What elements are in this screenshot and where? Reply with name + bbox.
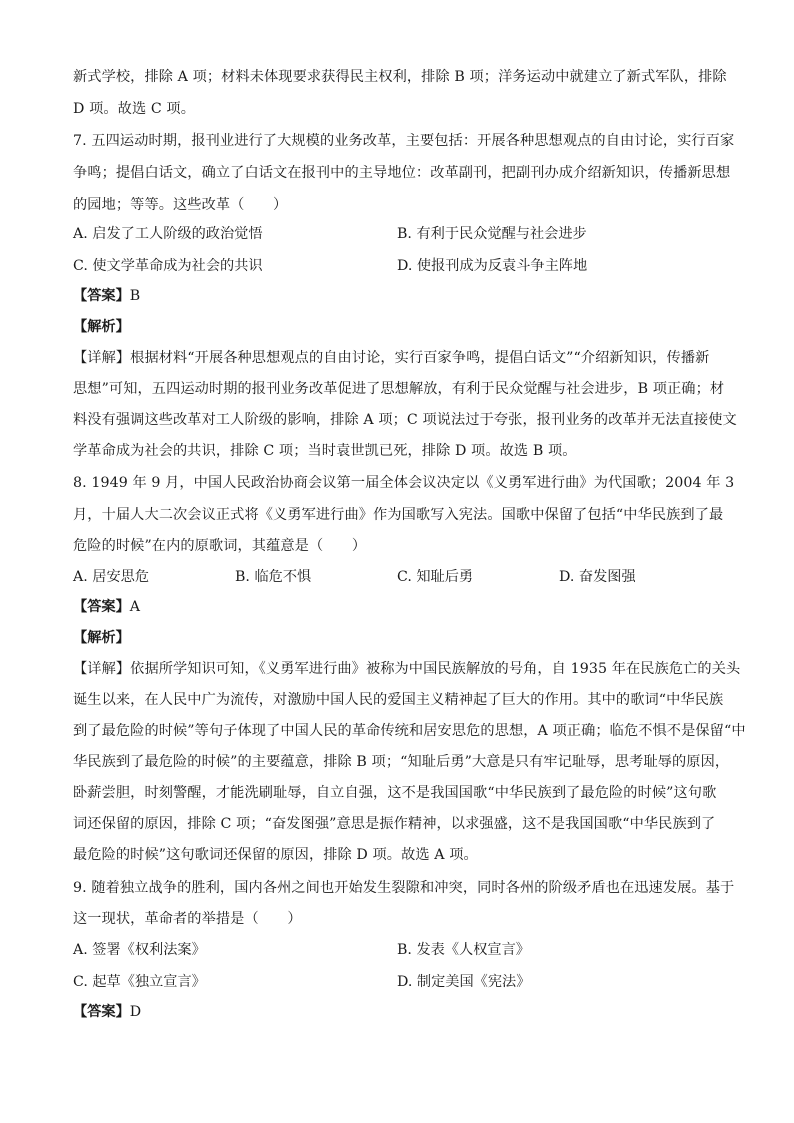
q7-detail-line-3: 料没有强调这些改革对工人阶级的影响，排除 A 项；C 项说法过于夸张，报刊业务的改革并无法直接使文 [73, 412, 737, 428]
q8-stem-line-2: 月，十届人大二次会议正式将《义勇军进行曲》作为国歌写入宪法。国歌中保留了包括“中华民族到了最 [73, 507, 724, 523]
q7-stem-line-1: 7. 五四运动时期，报刊业进行了大规模的业务改革，主要包括：开展各种思想观点的自由讨论，实行百家 [73, 133, 735, 149]
q9-answer-label: 【答案】 [73, 1004, 130, 1020]
q9-answer-value: D [129, 1004, 142, 1020]
q9-option-d: D. 制定美国《宪法》 [397, 974, 531, 990]
q8-answer-label: 【答案】 [73, 599, 130, 615]
q8-detail-line-7: 最危险的时候”这句歌词还保留的原因，排除 D 项。故选 A 项。 [73, 847, 478, 863]
q8-answer [73, 597, 140, 617]
q7-detail-line-1: 【详解】根据材料“开展各种思想观点的自由讨论，实行百家争鸣，提倡白话文”“介绍新知识，传播新 [73, 350, 710, 366]
q7-stem-line-2: 争鸣；提倡白话文，确立了白话文在报刊中的主导地位：改革副刊，把副刊办成介绍新知识，传播新思想 [73, 165, 731, 181]
q9-answer [73, 1002, 141, 1022]
intro-line-1: 新式学校，排除 A 项；材料未体现要求获得民主权利，排除 B 项；洋务运动中就建立了新式军队，排除 [73, 69, 727, 85]
q8-detail-line-6: 词还保留的原因，排除 C 项；“奋发图强”意思是振作精神，以求强盛，这不是我国国歌“中华民族到了 [73, 816, 716, 832]
q8-detail-line-2: 诞生以来，在人民中广为流传，对激励中国人民的爱国主义精神起了巨大的作用。其中的歌词“中华民族 [73, 692, 724, 708]
q9-stem-line-1: 9. 随着独立战争的胜利，国内各州之间也开始发生裂隙和冲突，同时各州的阶级矛盾也在迅速发展。基于 [73, 880, 735, 896]
q7-answer-value: B [129, 288, 141, 304]
q7-detail-line-4: 学革命成为社会的共识，排除 C 项；当时袁世凯已死，排除 D 项。故选 B 项。 [73, 443, 577, 459]
q7-stem-line-3: 的园地；等等。这些改革（ ） [73, 197, 288, 213]
q7-answer-label: 【答案】 [73, 288, 130, 304]
q8-option-b: B. 临危不惧 [235, 569, 312, 585]
q8-detail-line-1: 【详解】依据所学知识可知，《义勇军进行曲》被称为中国民族解放的号角，自 1935 年在民族危亡的关头 [73, 661, 741, 677]
q9-stem-line-2: 这一现状，革命者的举措是（ ） [73, 911, 302, 927]
q8-option-c: C. 知耻后勇 [397, 569, 474, 585]
q7-option-b: B. 有利于民众觉醒与社会进步 [397, 226, 587, 242]
q9-option-b: B. 发表《人权宣言》 [397, 942, 530, 958]
q9-option-c: C. 起草《独立宣言》 [73, 974, 206, 990]
q8-detail-line-3: 到了最危险的时候”等句子体现了中国人民的革命传统和居安思危的思想，A 项正确；临危不惧不是保留“中 [73, 723, 746, 739]
q7-option-a: A. 启发了工人阶级的政治觉悟 [73, 226, 263, 242]
q9-option-a: A. 签署《权利法案》 [73, 942, 206, 958]
q8-stem-line-3: 危险的时候”在内的原歌词，其蕴意是（ ） [73, 538, 367, 554]
intro-line-2: D 项。故选 C 项。 [73, 101, 195, 117]
q7-detail-line-2: 思想”可知，五四运动时期的报刊业务改革促进了思想解放，有利于民众觉醒与社会进步，B 项正确；材 [73, 381, 725, 397]
q7-option-d: D. 使报刊成为反袁斗争主阵地 [397, 258, 588, 274]
q8-stem-line-1: 8. 1949 年 9 月，中国人民政治协商会议第一届全体会议决定以《义勇军进行曲》为代国歌；2004 年 3 [73, 475, 735, 491]
q7-option-c: C. 使文学革命成为社会的共识 [73, 258, 263, 274]
q8-analysis-label: 【解析】 [73, 630, 130, 646]
q8-answer-value: A [129, 599, 141, 615]
q7-answer [73, 286, 140, 306]
q8-detail-line-5: 卧薪尝胆，时刻警醒，才能洗刷耻辱，自立自强，这不是我国国歌“中华民族到了最危险的时候”这句歌 [73, 785, 717, 801]
q8-detail-line-4: 华民族到了最危险的时候”的主要蕴意，排除 B 项；“知耻后勇”大意是只有牢记耻辱，思考耻辱的原因， [73, 754, 730, 770]
q8-option-d: D. 奋发图强 [559, 569, 636, 585]
q7-analysis-label: 【解析】 [73, 319, 130, 335]
q8-option-a: A. 居安思危 [73, 569, 150, 585]
